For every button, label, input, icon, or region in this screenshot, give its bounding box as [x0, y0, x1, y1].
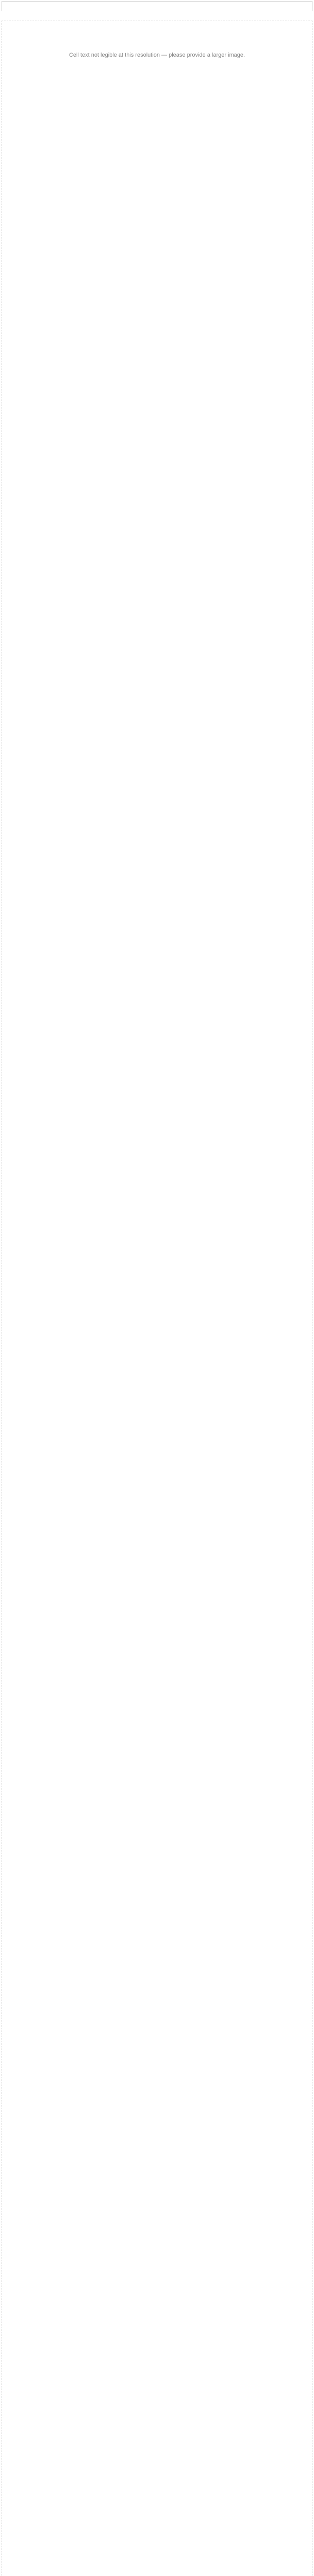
unreadable-content-area: [2, 21, 312, 2576]
table-title: [2, 1, 312, 11]
data-table-sheet: [2, 1, 312, 11]
placeholder-note: Cell text not legible at this resolution — please provide a larger image.: [69, 52, 245, 58]
